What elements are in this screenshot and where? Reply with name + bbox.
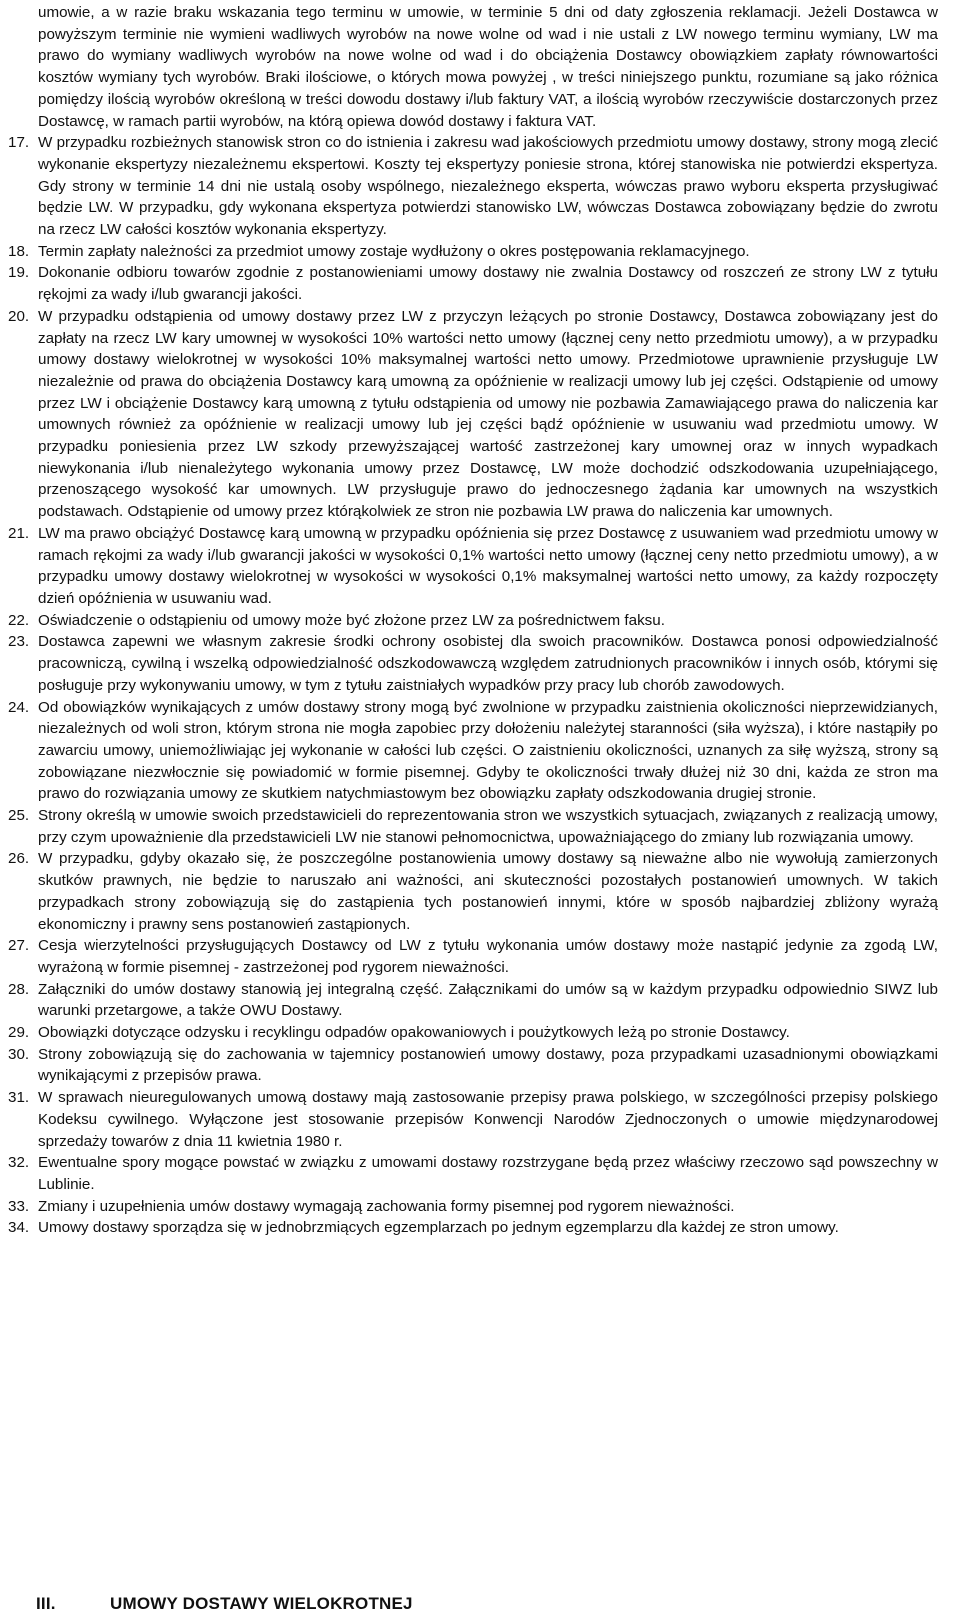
clause-item	[8, 1196, 938, 1218]
clause-item	[8, 523, 938, 610]
clause-number: 18.	[8, 242, 30, 260]
clause-number: 22.	[8, 611, 30, 629]
clause-item	[8, 848, 938, 935]
clause-text: Dostawca zapewni we własnym zakresie środki ochrony osobistej dla swoich pracowników. Dostawca ponosi odpowiedzialność pracowniczą, cywilną i wszelką odpowiedzialność odszkodowawczą względem zatrudnionych pracowników i innych osób, którymi się posługuje przy wykonywaniu umowy, w tym z tytułu zaistniałych wypadków przy pracy lub chorób zawodowych.	[38, 633, 938, 694]
clause-item	[8, 1022, 938, 1044]
clause-number: 33.	[8, 1197, 30, 1215]
clause-text: W przypadku, gdyby okazało się, że poszczególne postanowienia umowy dostawy są nieważne albo nie wywołują zamierzonych skutków prawnych, nie będzie to naruszało ani ważności, ani skuteczności pozostałych postanowień umownych. W takich przypadkach strony zobowiązują się do zastąpienia tych postanowień innymi, które w sposób najbardziej zbliżony wyrażą ekonomiczny i prawny sens postanowień zastąpionych.	[38, 850, 938, 933]
clause-text: W sprawach nieuregulowanych umową dostawy mają zastosowanie przepisy prawa polskiego, w szczególności przepisy polskiego Kodeksu cywilnego. Wyłączone jest stosowanie przepisów Konwencji Narodów Zjednoczonych o umowie międzynarodowej sprzedaży towarów z dnia 11 kwietnia 1980 r.	[38, 1089, 938, 1150]
clause-number: 28.	[8, 980, 30, 998]
clause-text: W przypadku rozbieżnych stanowisk stron co do istnienia i zakresu wad jakościowych przedmiotu umowy dostawy, strony mogą zlecić wykonanie ekspertyzy niezależnemu ekspertowi. Koszty tej ekspertyzy poniesie strona, której stanowiska nie potwierdzi ekspertyza. Gdy strony w terminie 14 dni nie ustalą osoby wspólnego, niezależnego eksperta, wówczas prawo wyboru eksperta przysługiwać będzie LW. W przypadku, gdy wykonana ekspertyza potwierdzi stanowisko LW, wówczas Dostawca zobowiązany będzie do zwrotu na rzecz LW całości kosztów wykonania ekspertyzy.	[38, 134, 938, 239]
clause-item	[8, 1152, 938, 1195]
clause-number: 25.	[8, 807, 30, 825]
clause-number: 20.	[8, 307, 30, 325]
clause-item	[8, 306, 938, 523]
clause-text: Obowiązki dotyczące odzysku i recyklingu odpadów opakowaniowych i poużytkowych leżą po stronie Dostawcy.	[38, 1024, 790, 1042]
clause-number: 34.	[8, 1219, 30, 1237]
clause-text: Strony określą w umowie swoich przedstawicieli do reprezentowania stron we wszystkich sytuacjach, związanych z realizacją umowy, przy czym upoważnienie dla przedstawicieli LW nie stanowi pełnomocnictwa, upoważniającego do zmiany lub rozwiązania umowy.	[38, 807, 938, 846]
clause-number: 23.	[8, 633, 30, 651]
clause-text: Zmiany i uzupełnienia umów dostawy wymagają zachowania formy pisemnej pod rygorem nieważności.	[38, 1197, 735, 1215]
clause-item	[8, 1087, 938, 1152]
clause-item	[8, 631, 938, 696]
clause-number: 27.	[8, 937, 30, 955]
clause-number: 21.	[8, 524, 30, 542]
clause-text: Załączniki do umów dostawy stanowią jej integralną część. Załącznikami do umów są w każdym przypadku odpowiednio SIWZ lub warunki przetargowe, a także OWU Dostawy.	[38, 980, 938, 1020]
clause-item	[8, 979, 938, 1022]
clause-number: 32.	[8, 1154, 30, 1172]
clause-item	[8, 132, 938, 241]
clause-item	[8, 935, 938, 978]
clause-number: 29.	[8, 1024, 30, 1042]
clause-number: 17.	[8, 134, 30, 152]
clause-text: Termin zapłaty należności za przedmiot umowy zostaje wydłużony o okres postępowania reklamacyjnego.	[38, 242, 750, 260]
clause-text: Oświadczenie o odstąpieniu od umowy może być złożone przez LW za pośrednictwem faksu.	[38, 611, 665, 629]
clause-number: 31.	[8, 1089, 30, 1107]
section-title: UMOWY DOSTAWY WIELOKROTNEJ	[110, 1594, 413, 1613]
clause-text: Dokonanie odbioru towarów zgodnie z postanowieniami umowy dostawy nie zwalnia Dostawcy od roszczeń ze strony LW z tytułu rękojmi za wady i/lub gwarancji jakości.	[38, 264, 938, 304]
clause-item	[8, 241, 938, 263]
clause-number: 24.	[8, 698, 30, 716]
clause-item	[8, 697, 938, 806]
clause-item	[8, 610, 938, 632]
clause-number: 30.	[8, 1045, 30, 1063]
clause-item	[8, 262, 938, 305]
clause-text: Od obowiązków wynikających z umów dostawy strony mogą być zwolnione w przypadku zaistnienia okoliczności nieprzewidzianych, niezależnych od woli stron, którym strona nie mogła zapobiec przy dołożeniu należytej staranności (siła wyższa), i które nastąpiły po zawarciu umowy, uniemożliwiając jej wykonanie w całości lub części. O zaistnieniu okoliczności, uznanych za siłę wyższą, strony są zobowiązane niezwłocznie się powiadomić w formie pisemnej. Gdyby te okoliczności trwały dłużej niż 30 dni, każda ze stron ma prawo do rozwiązania umowy ze skutkiem natychmiastowym bez obowiązku zapłaty odszkodowania drugiej stronie.	[38, 698, 938, 803]
clause-text: Strony zobowiązują się do zachowania w tajemnicy postanowień umowy dostawy, poza przypadkami uzasadnionymi obowiązkami wynikającymi z przepisów prawa.	[38, 1045, 938, 1085]
section-heading	[36, 1593, 413, 1615]
clause-text: W przypadku odstąpienia od umowy dostawy przez LW z przyczyn leżących po stronie Dostawcy, Dostawca zobowiązany jest do zapłaty na rzecz LW kary umownej w wysokości 10% wartości netto umowy (łącznej ceny netto przedmiotu umowy), a w przypadku umowy dostawy wielokrotnej w wysokości 10% maksymalnej wartości netto umowy. Przedmiotowe uprawnienie przysługuje LW niezależnie od prawa do obciążenia Dostawcy karą umowną za opóźnienie w realizacji umowy lub jej części. Odstąpienie od umowy przez LW i obciążenie Dostawcy karą umowną z tytułu odstąpienia od umowy nie pozbawia Zamawiającego prawa do naliczenia kar umownych również za opóźnienie w realizacji umowy lub jej części bądź opóźnienie w usuwaniu wad przedmiotu umowy. W przypadku poniesienia przez LW szkody przewyższającej wartość zastrzeżonej kary umownej oraz w innych wypadkach niewykonania i/lub nienależytego wykonania umowy przez Dostawcę, LW może dochodzić odszkodowania uzupełniającego, przenoszącego wysokość kar umownych. LW przysługuje prawo do jednoczesnego żądania kar umownych na wszystkich podstawach. Odstąpienie od umowy przez którąkolwiek ze stron nie pozbawia LW prawa do naliczenia kar umownych.	[38, 307, 938, 521]
intro-paragraph: umowie, a w razie braku wskazania tego terminu w umowie, w terminie 5 dni od daty zgłoszenia reklamacji. Jeżeli Dostawca w powyższym terminie nie wymieni wadliwych wyrobów na nowe wolne od wad i nie ustali z LW nowego terminu wymiany, LW ma prawo do wymiany wadliwych wyrobów na nowe wolne od wad i do obciążenia Dostawcy obowiązkiem zapłaty równowartości kosztów wymiany tych wyrobów. Braki ilościowe, o których mowa powyżej , w treści niniejszego punktu, rozumiane są jako różnica pomiędzy ilością wyrobów określoną w treści dowodu dostawy i/lub faktury VAT, a ilością wyrobów rzeczywiście dostarczonych przez Dostawcę, w ramach partii wyrobów, na którą opiewa dowód dostawy i faktura VAT.	[38, 4, 938, 130]
clause-text: Umowy dostawy sporządza się w jednobrzmiących egzemplarzach po jednym egzemplarzu dla każdej ze stron umowy.	[38, 1219, 839, 1237]
clause-item	[8, 805, 938, 848]
clause-item	[8, 1217, 938, 1239]
clause-item	[8, 1044, 938, 1087]
numbered-clauses	[8, 132, 938, 1239]
clause-text: Cesja wierzytelności przysługujących Dostawcy od LW z tytułu wykonania umów dostawy może nastąpić jedynie za zgodą LW, wyrażoną w formie pisemnej - zastrzeżonej pod rygorem nieważności.	[38, 937, 938, 976]
clause-number: 26.	[8, 850, 30, 868]
clause-text: LW ma prawo obciążyć Dostawcę karą umowną w przypadku opóźnienia się przez Dostawcę z usuwaniem wad przedmiotu umowy w ramach rękojmi za wady i/lub gwarancji jakości w wysokości 0,1% wartości netto umowy (łącznej ceny netto przedmiotu umowy), a w przypadku umowy dostawy wielokrotnej w wysokości w wysokości 0,1% maksymalnej wartości netto umowy, za każdy rozpoczęty dzień opóźnienia w usuwaniu wad.	[38, 524, 938, 607]
clause-number: 19.	[8, 264, 30, 282]
section-number: III.	[36, 1594, 56, 1613]
clause-text: Ewentualne spory mogące powstać w związku z umowami dostawy rozstrzygane będą przez właściwy rzeczowo sąd powszechny w Lublinie.	[38, 1154, 938, 1193]
